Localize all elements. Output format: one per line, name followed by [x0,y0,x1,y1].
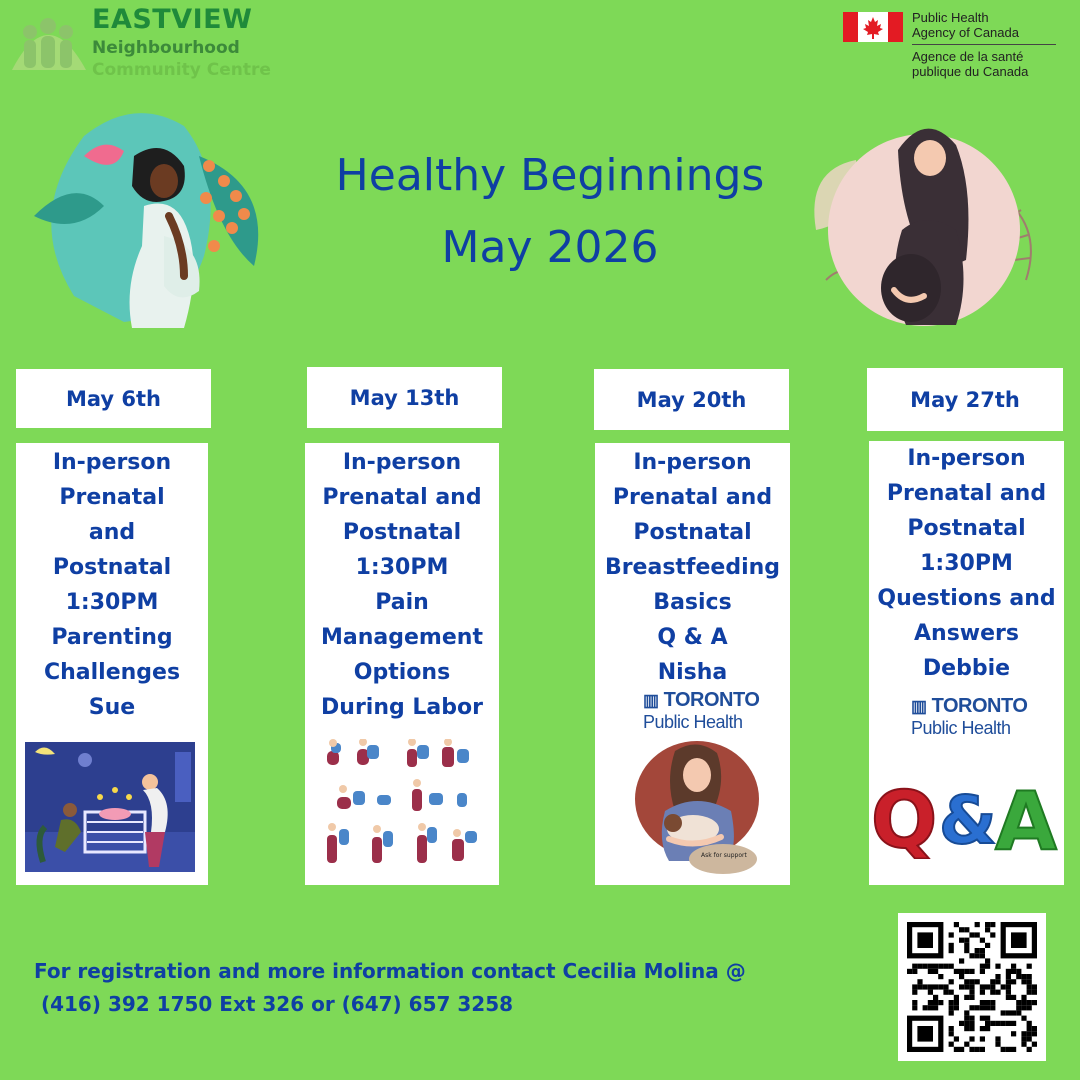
toronto-public-health-logo [911,695,1027,739]
pregnant-woman-illustration [14,96,284,328]
session-card-may-20 [595,443,790,885]
phac-divider [912,44,1056,45]
session-card-may-13 [305,443,499,885]
session-date: May 20th [636,387,747,412]
session-date: May 6th [65,386,162,411]
session-description: In-person Prenatal and Postnatal Breastfeeding Basics Q & A Nisha [604,450,781,685]
parenting-illustration [25,742,195,872]
phac-fr-line2: publique du Canada [912,64,1029,79]
session-description: In-person Prenatal and Postnatal 1:30PM Parenting Challenges Sue [43,450,181,720]
session-date: May 27th [910,387,1020,412]
date-box-may-6 [16,369,211,428]
logo-subtitle: Neighbourhood [92,38,240,58]
toronto-public-health-logo [643,689,759,733]
tph-public-health: Public Health [911,718,1011,738]
pregnant-woman-hijab-illustration [806,110,1042,332]
qa-a-letter: A [995,775,1057,859]
labor-positions-illustration [317,739,487,873]
tph-toronto: TORONTO [931,695,1028,717]
session-card-may-6 [16,443,208,885]
breastfeeding-illustration [635,741,765,877]
session-card-may-27 [869,441,1064,885]
eastview-logo-icon [8,6,88,72]
date-box-may-27 [867,368,1063,431]
session-date: May 13th [349,385,460,410]
title-line2: May 2026 [441,222,659,273]
canada-flag-icon [843,12,903,42]
tph-building-icon: ▥ [911,697,927,716]
registration-info [34,955,746,1021]
phac-en-line2: Agency of Canada [912,25,1019,40]
tph-building-icon: ▥ [643,691,659,710]
eastview-logo-text [92,4,271,80]
footer-line1: For registration and more information contact Cecilia Molina @ [34,959,746,983]
date-box-may-13 [307,367,502,428]
qa-amp-letter: & [939,782,997,859]
tph-toronto: TORONTO [663,689,760,711]
qr-code-icon[interactable] [898,913,1046,1061]
logo-title: EASTVIEW [92,4,253,35]
session-description: In-person Prenatal and Postnatal 1:30PM Questions and Answers Debbie [877,446,1056,681]
qa-q-letter: Q [871,776,938,859]
qa-3d-letters-image [869,769,1070,859]
session-description: In-person Prenatal and Postnatal 1:30PM Pain Management Options During Labor [321,450,483,720]
tph-public-health: Public Health [643,712,743,732]
title-line1: Healthy Beginnings [335,150,765,201]
poster-bubble-text: Ask for support [701,852,747,859]
date-box-may-20 [594,369,789,430]
phac-wordmark [912,10,1056,79]
page-title [280,140,820,284]
phac-en-line1: Public Health [912,10,989,25]
footer-line2: (416) 392 1750 Ext 326 or (647) 657 3258 [34,992,514,1016]
logo-subtitle-2: Community Centre [92,60,271,80]
phac-fr-line1: Agence de la santé [912,49,1024,64]
